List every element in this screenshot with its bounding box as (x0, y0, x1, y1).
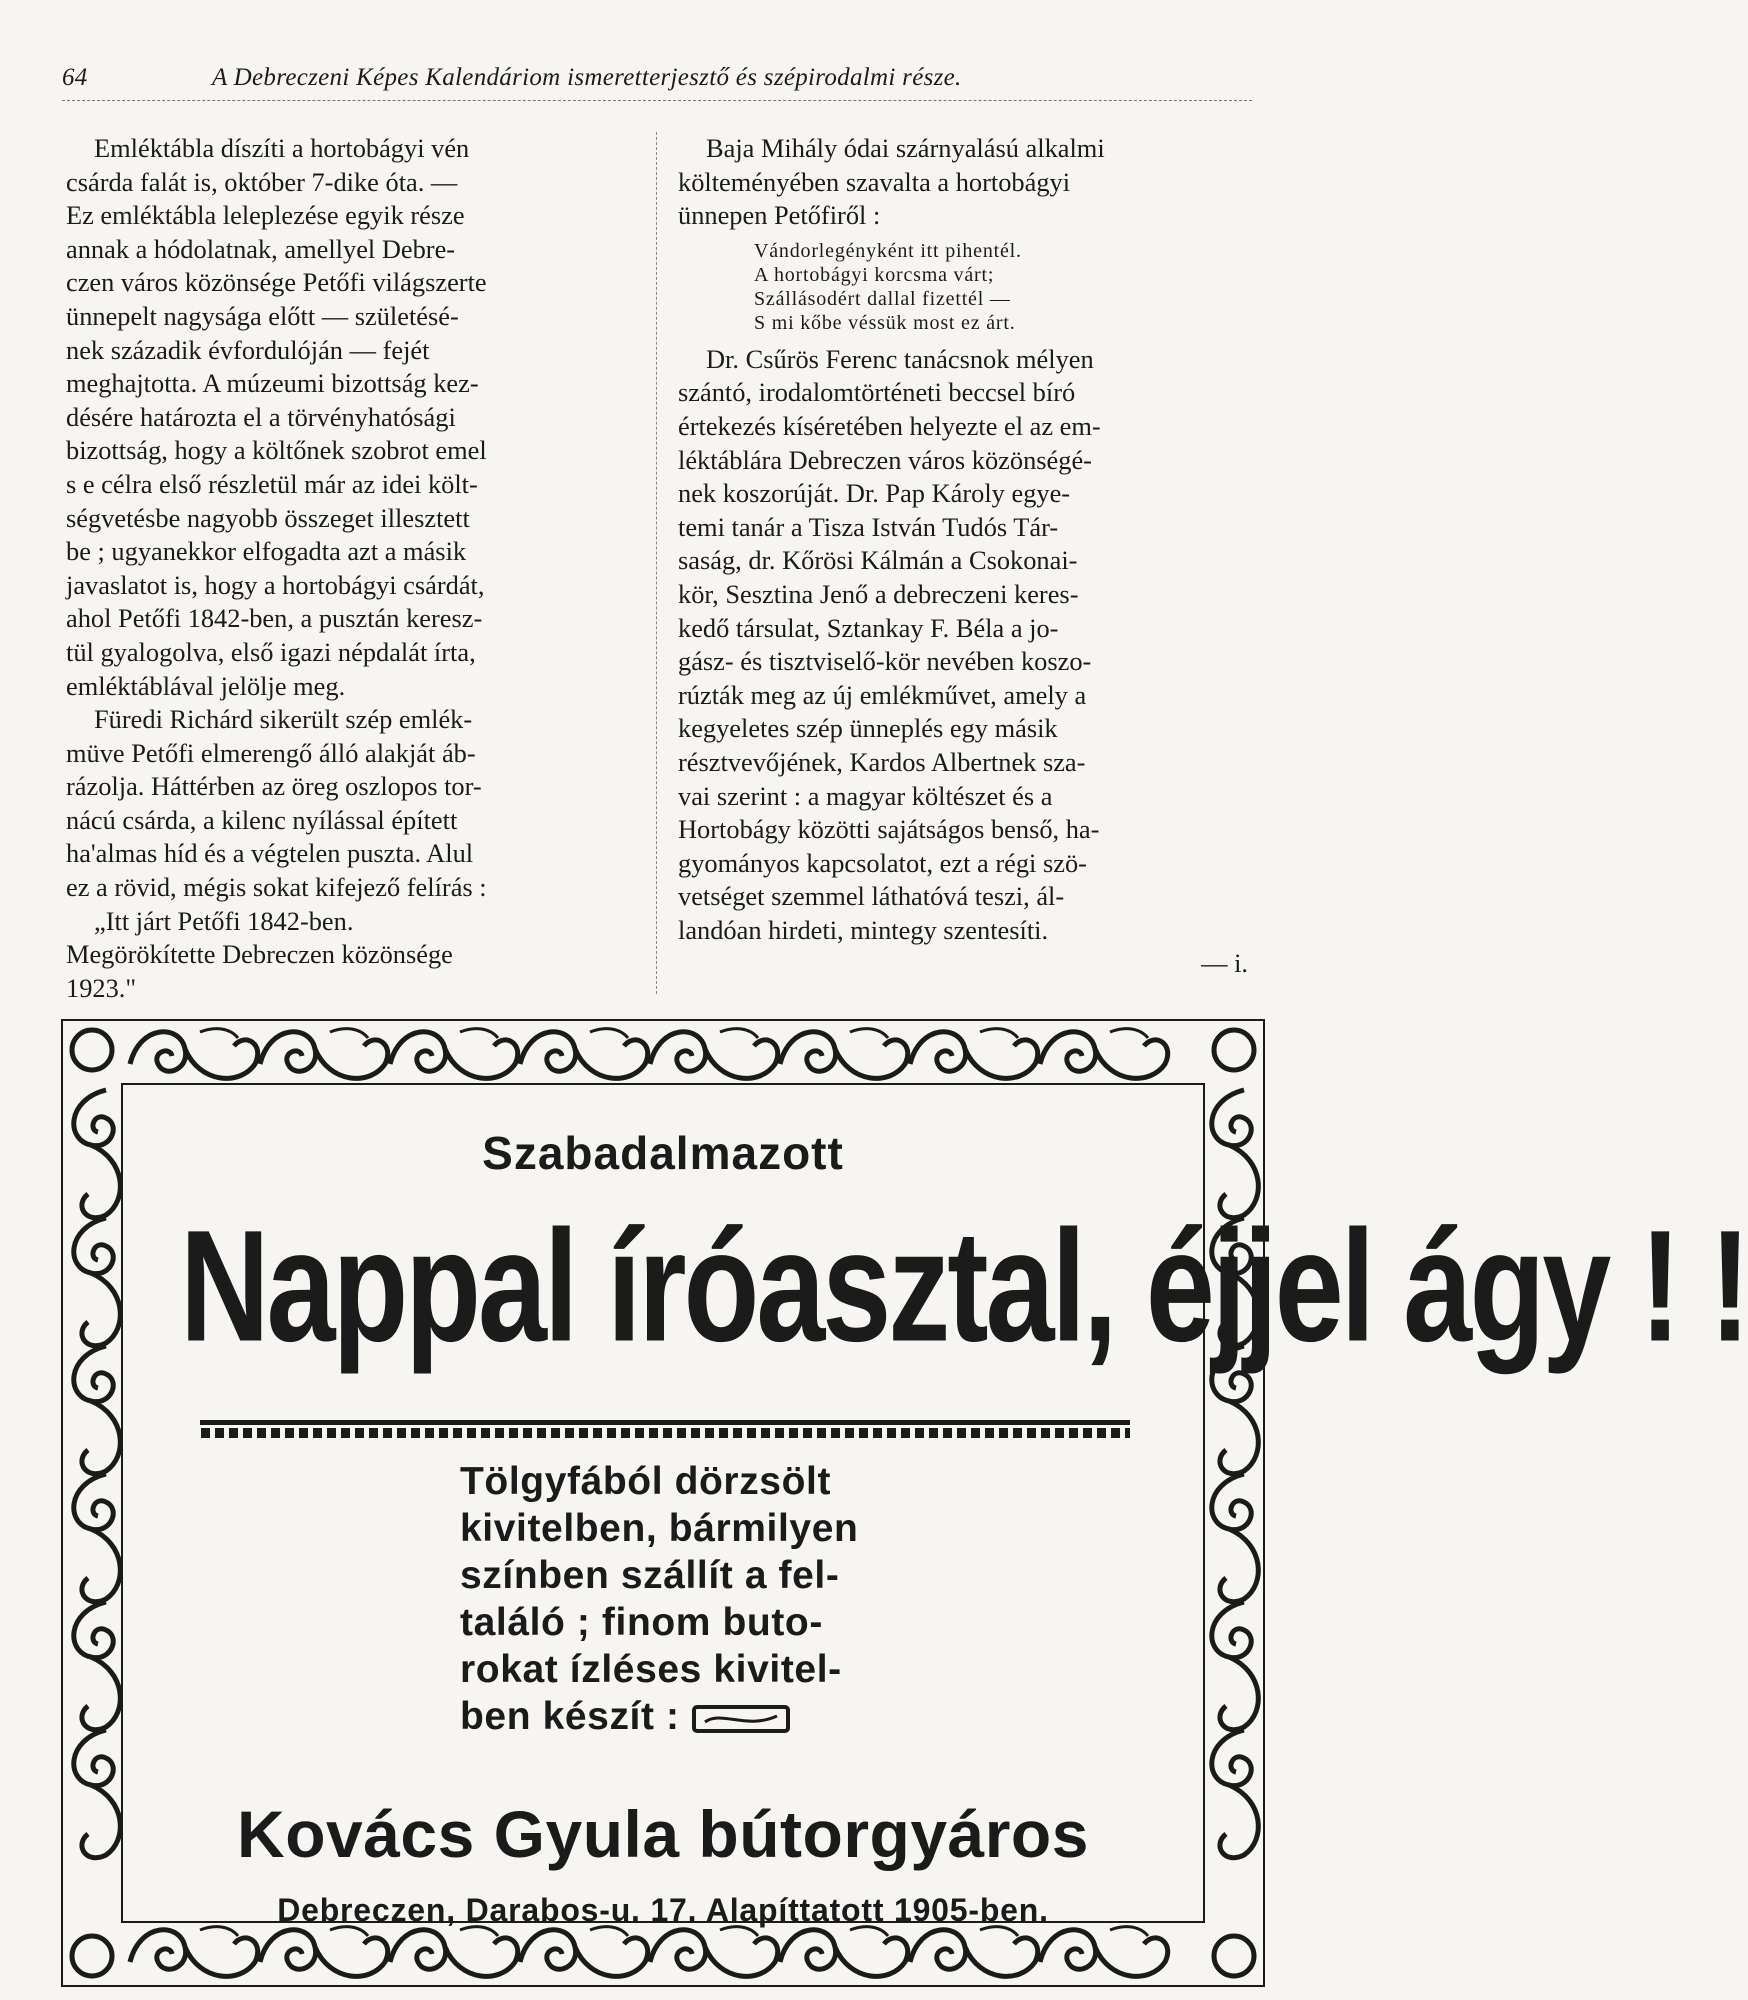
page-number: 64 (62, 64, 88, 91)
text-line: czen város közönsége Petőfi világszerte (66, 267, 487, 298)
text-line: javaslatot is, hogy a hortobágyi csárdát, (66, 569, 485, 600)
text-line: annak a hódolatnak, amellyel Debre- (66, 233, 456, 264)
ad-body-last-text: ben készít : (460, 1695, 680, 1738)
text-line: léktáblára Debreczen város közönségé- (678, 444, 1092, 475)
left-paragraph-2 (66, 703, 636, 1005)
text-line: csárda falát is, október 7-dike óta. — (66, 166, 458, 197)
ad-body-line: Tölgyfából dörzsölt (460, 1460, 832, 1503)
ad-address: Debreczen, Darabos-u. 17. Alapíttatott 1905-ben. (277, 1892, 1049, 1928)
poem-line: Vándorlegényként itt pihentél. (754, 239, 1022, 262)
text-line: emléktáblával jelölje meg. (66, 670, 346, 701)
inscription-line-1: „Itt járt Petőfi 1842-ben. (94, 905, 354, 936)
text-line: ez a rövid, mégis sokat kifejező felírás : (66, 872, 487, 903)
text-line: désére határozta el a törvényhatósági (66, 401, 456, 432)
inscription-line-2: Megörökítette Debreczen közönsége (66, 939, 453, 970)
text-line: meghajtotta. A múzeumi bizottság kez- (66, 368, 479, 399)
text-line: nek századik évfordulóján — fejét (66, 334, 430, 365)
left-paragraph-1 (66, 132, 636, 703)
signature: — i. (1201, 948, 1248, 979)
right-paragraph-2 (678, 343, 1256, 981)
poem-line: Szállásodért dallal fizettél — (754, 287, 1011, 310)
text-line: vetséget szemmel láthatóvá teszi, ál- (678, 881, 1065, 912)
text-line: rázolja. Háttérben az öreg oszlopos tor- (66, 771, 482, 802)
left-column (66, 132, 636, 1012)
ad-body-line-last (460, 1693, 930, 1740)
poem-line: A hortobágyi korcsma várt; (754, 263, 995, 286)
ad-body-line: kivitelben, bármilyen (460, 1507, 859, 1550)
text-line: landóan hirdeti, mintegy szentesíti. (678, 914, 1049, 945)
text-line: kedő társulat, Sztankay F. Béla a jo- (678, 612, 1059, 643)
text-line: kör, Sesztina Jenő a debreczeni keres- (678, 578, 1079, 609)
text-line: szántó, irodalomtörténeti beccsel bíró (678, 377, 1076, 408)
dotted-rule (200, 1418, 1130, 1440)
inscription-line-3: 1923." (66, 972, 137, 1003)
column-divider (656, 132, 657, 994)
text-line: s e célra első részletül már az idei költ- (66, 468, 478, 499)
ad-body-line: találó ; finom buto- (460, 1601, 823, 1644)
text-line: gyományos kapcsolatot, ezt a régi szö- (678, 847, 1087, 878)
ad-body-line: színben szállít a fel- (460, 1554, 840, 1597)
text-line: kegyeletes szép ünneplés egy másik (678, 713, 1058, 744)
poem-line: S mi kőbe véssük most ez árt. (754, 311, 1016, 334)
right-column (678, 132, 1256, 1012)
text-line: tül gyalogolva, első igazi népdalát írta, (66, 636, 476, 667)
poem-quote (754, 239, 1256, 335)
running-title: A Debreczeni Képes Kalendáriom ismeretterjesztő és szépirodalmi része. (212, 64, 962, 91)
text-line: nácú csárda, a kilenc nyílással épített (66, 804, 458, 835)
text-line: be ; ugyanekkor elfogadta azt a másik (66, 536, 467, 567)
text-line: nek koszorúját. Dr. Pap Károly egye- (678, 478, 1071, 509)
text-line: ségvetésbe nagyobb összeget illesztett (66, 502, 470, 533)
text-line: Dr. Csűrös Ferenc tanácsnok mélyen (706, 343, 1094, 374)
text-line: költeményében szavalta a hortobágyi (678, 166, 1071, 197)
text-line: Füredi Richárd sikerült szép emlék- (94, 704, 473, 735)
text-line: bizottság, hogy a költőnek szobrot emel (66, 435, 487, 466)
text-line: vai szerint : a magyar költészet és a (678, 780, 1053, 811)
text-line: ha'almas híd és a végtelen puszta. Alul (66, 838, 474, 869)
ad-headline: Nappal íróasztal, éjjel ágy ! ! (180, 1198, 1748, 1376)
right-paragraph-1 (678, 132, 1256, 233)
text-line: gász- és tisztviselő-kör nevében koszo- (678, 646, 1092, 677)
trademark-stamp-icon (691, 1704, 791, 1734)
ad-patented-label: Szabadalmazott (482, 1127, 844, 1179)
text-line: ahol Petőfi 1842-ben, a pusztán keresz- (66, 603, 483, 634)
text-line: Baja Mihály ódai szárnyalású alkalmi (706, 133, 1105, 163)
text-line: résztvevőjének, Kardos Albertnek sza- (678, 746, 1086, 777)
text-line: rúzták meg az új emlékművet, amely a (678, 679, 1087, 710)
text-line: ünnepen Petőfiről : (678, 200, 881, 231)
text-line: müve Petőfi elmerengő álló alakját áb- (66, 737, 476, 768)
ad-body-text (460, 1458, 930, 1740)
advertisement (60, 1018, 1748, 1988)
text-line: ünnepelt nagysága előtt — születésé- (66, 300, 459, 331)
text-line: Hortobágy közötti sajátságos benső, ha- (678, 814, 1100, 845)
running-header (62, 60, 1252, 101)
text-line: temi tanár a Tisza István Tudós Tár- (678, 511, 1059, 542)
text-line: Ez emléktábla leleplezése egyik része (66, 200, 465, 231)
text-line: értekezés kíséretében helyezte el az em- (678, 410, 1101, 441)
text-line: Emléktábla díszíti a hortobágyi vén (94, 133, 470, 163)
ad-body-line: rokat ízléses kivitel- (460, 1648, 842, 1691)
ad-company-name: Kovács Gyula bútorgyáros (237, 1797, 1089, 1871)
text-line: saság, dr. Kőrösi Kálmán a Csokonai- (678, 545, 1078, 576)
